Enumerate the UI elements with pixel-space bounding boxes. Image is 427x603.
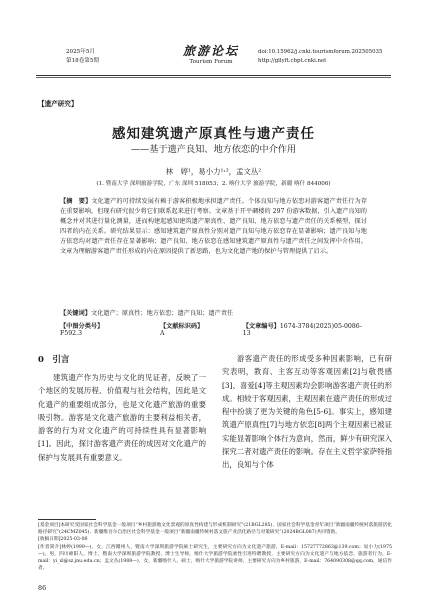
body-column-right: 游客遗产责任的形成受多种因素影响，已有研究表明，教育、主客互动等客观因素[2]与敬畏感[3]、喜爱[4]等主观因素均会影响游客遗产责任的形成。相较于客观因素，主观因素在遗产责任的形成过程中扮演了更为关键的角色[5-6]。事实上，感知建筑遗产原真性[7]与地方依恋[8]两个主观因素已被证实能显著影响个体行为意向，然而，鲜少有研究深入探究二者对遗产责任的影响。存在主义哲学家萨特指出，良知与个体 bbox=[222, 354, 392, 470]
journal-url: http://gllyft.cbpt.cnki.net bbox=[258, 58, 327, 64]
doc-code-value: A bbox=[159, 330, 165, 337]
clc-field bbox=[60, 321, 124, 337]
issue-date: 2025年5月 bbox=[66, 49, 95, 55]
footnote-received: [收稿日期]2025-03-06 bbox=[38, 537, 88, 543]
page-number: 86 bbox=[38, 584, 47, 592]
article-title: 感知建筑遗产原真性与遗产责任 bbox=[112, 126, 315, 142]
keywords-text: 文化遗产；原真性；地方依恋；遗产良知；遗产责任 bbox=[90, 310, 234, 317]
abstract-label: 【摘 要】 bbox=[60, 198, 92, 205]
journal-title-cn: 旅游论坛 bbox=[182, 44, 239, 58]
author-affiliation: (1. 暨南大学 深圳旅游学院，广东 深圳 518053；2. 喀什大学 旅游学院，新疆 喀什 844006) bbox=[96, 181, 331, 187]
journal-title-en: Tourism Forum bbox=[189, 59, 233, 65]
section-heading: 0 引言 bbox=[38, 355, 70, 365]
footnotes bbox=[38, 522, 392, 572]
footnote-rule bbox=[38, 519, 96, 520]
article-no-field bbox=[243, 321, 367, 337]
abstract-text: 文化遗产的可持续发展有赖于游客积极地承担遗产责任。个体良知与地方依恋对游客遗产责任行为存在重要影响，但现有研究很少将它们联系起来进行考察。文章基于开平碉楼的 297 份游客数据，引入遗产良知的概念并对其进行量化测量，进而构建起感知建筑遗产原真性、遗产良知、地方依恋与遗产责任的关系模型，探讨四者的内在关系。研究结果显示：感知建筑遗产原真性分别对遗产良知与地方依恋存在显著影响；遗产良知与地方依恋均对遗产责任存在显著影响；遗产良知、地方依恋在感知建筑遗产原真性与遗产责任之间发挥中介作用。文章为理解游客遗产责任形成的内在原因提供了新思路，也为文化遗产地的保护与管理提供了启示。 bbox=[60, 198, 368, 256]
author-list: 林 婷¹，易小力¹˒²，孟文丛² bbox=[165, 167, 262, 176]
header-rule bbox=[36, 75, 391, 76]
doi: doi:10.15962/j.cnki.tourismforum.202505035 bbox=[258, 49, 383, 55]
section-tag: 【遗产研究】 bbox=[38, 100, 78, 108]
body-column-left: 建筑遗产作为历史与文化的见证者，反映了一个地区的发展历程、价值观与社会结构，因此是文化遗产的重要组成部分，也是文化遗产旅游的重要吸引物。游客是文化遗产旅游的主要利益相关者，游客的行为对文化遗产的可持续性具有显著影响[1]。因此，探讨游客遗产责任的成因对文化遗产的保护与发展具有重要意义。 bbox=[38, 373, 206, 462]
journal-masthead bbox=[172, 45, 250, 66]
keywords-label: 【关键词】 bbox=[60, 310, 91, 317]
clc-value: F592.3 bbox=[60, 330, 83, 337]
footnote-authors: [作者简介]林婷(1999—)，女，江西赣州人，暨南大学深圳旅游学院硕士研究生，主要研究方向为文化遗产旅游，E-mail：15727772863@139.com；易小力(1975—)，男，四川绵阳人，博士，暨南大学深圳旅游学院教授、博士生导师，喀什大学旅游学院柔性引进特聘教授，主要研究方向为文化遗产与地方依恋、旅游者行为，E-mail：yi_xl@sz.jnu.edu.cn；孟文丛(1988—)，女，新疆喀什人，硕士，喀什大学旅游学院讲师，主要研究方向为乡村旅游，E-mail：764090308@qq.com，通信作者。 bbox=[38, 544, 392, 572]
issue-volume: 第18卷第5期 bbox=[66, 58, 100, 64]
header-rule-thin bbox=[36, 77, 391, 78]
footnote-funding: [基金项目]本研究受国家社会科学基金一般项目“乡村旅游地文化景观的原真性构建与形成机制研究”(21BGL285)、国家社会科学基金青年项目“新疆南疆传统村落旅游活化路径研究”(24CMZ045)、新疆维吾尔自治区社会科学基金一般项目“新疆南疆传统村落文旅产业活化路径与对策研究”(2024BGL087)共同资助。 bbox=[38, 523, 392, 536]
classification-row bbox=[60, 321, 367, 337]
keywords bbox=[60, 308, 367, 317]
doc-code-label: 【文献标识码】 bbox=[159, 323, 204, 330]
doc-code-field bbox=[160, 321, 207, 337]
abstract bbox=[60, 197, 367, 258]
doi-info bbox=[258, 48, 382, 66]
issue-info bbox=[66, 48, 99, 66]
article-no-value: 1674-3784(2025)05-0086-13 bbox=[242, 323, 362, 337]
article-no-label: 【文章编号】 bbox=[242, 323, 280, 330]
clc-label: 【中图分类号】 bbox=[60, 323, 104, 330]
article-subtitle: ——基于遗产良知、地方依恋的中介作用 bbox=[130, 144, 297, 155]
